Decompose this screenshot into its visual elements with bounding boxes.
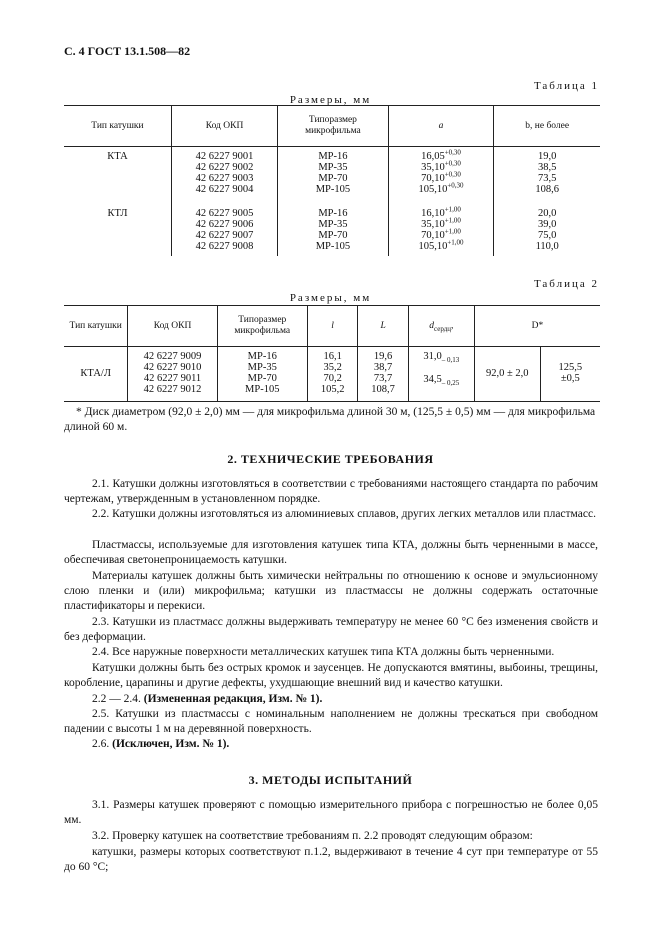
section2-title: 2. ТЕХНИЧЕСКИЕ ТРЕБОВАНИЯ: [227, 452, 434, 466]
table2-dims: Размеры, мм: [289, 292, 372, 304]
t2-d: $31,0_{- 0,13}$ $34,5_{- 0,25}$: [408, 347, 474, 402]
t2-header-d: $d_{сердц}$,: [408, 306, 474, 347]
t2-sizes: МР-16 МР-35 МР-70 МР-105: [217, 347, 307, 402]
section2-p2: 2.2. Катушки должны изготовляться из алюминиевых сплавов, других легких металлов или пластмасс.: [92, 508, 596, 520]
t1-header-code: Код ОКП: [171, 106, 277, 147]
section2-p5: 2.3. Катушки из пластмасс должны выдерживать температуру не менее 60 °С без изменения свойств и без деформации.: [64, 616, 598, 643]
t2-D2: 125,5 ±0,5: [540, 347, 600, 402]
t2-header-size: Типоразмер микрофильма: [217, 306, 307, 347]
section3-p1: 3.1. Размеры катушек проверяют с помощью измерительного прибора с погрешностью не более 0,05 мм.: [64, 799, 598, 826]
t2-header-L: L: [358, 306, 408, 347]
footnote: * Диск диаметром (92,0 ± 2,0) мм — для микрофильма длиной 30 м, (125,5 ± 0,5) мм — для микрофильма длиной 60 м.: [64, 406, 596, 433]
t1-codes-kta: 42 6227 9001 42 6227 9002 42 6227 9003 42 6227 9004: [171, 147, 277, 205]
section2-p9: 2.5. Катушки из пластмассы с номинальным наполнением не должны трескаться при свободном падении с высоты 1 м на деревянной поверхность.: [64, 708, 598, 735]
section3-p2: 3.2. Проверку катушек на соответствие требованиям п. 2.2 проводят следующим образом:: [92, 830, 533, 842]
t1-header-a: a: [388, 106, 494, 147]
t1-type-kta: КТА: [107, 151, 128, 162]
table1-dims: Размеры, мм: [289, 94, 372, 106]
t2-codes: 42 6227 9009 42 6227 9010 42 6227 9011 42 6227 9012: [128, 347, 217, 402]
t2-l: 16,1 35,2 70,2 105,2: [307, 347, 357, 402]
t1-type-ktl: КТЛ: [107, 208, 128, 219]
t1-header-type: Тип катушки: [64, 106, 171, 147]
section2-p3: Пластмассы, используемые для изготовления катушек типа КТА, должны быть черненными в массе, обеспечивая светонепроницаемость катушки.: [64, 539, 598, 566]
section2-p10: 2.6. (Исключен, Изм. № 1).: [92, 738, 230, 750]
t1-b-kta: 19,0 38,5 73,5 108,6: [494, 147, 600, 205]
section2-p4: Материалы катушек должны быть химически нейтральны по отношению к основе и эмульсионному слою пленки и (или) микрофильма; катушки из пластмассы не должны содержать остаточные пластификаторы и перекиси.: [64, 570, 598, 612]
table-row: [64, 147, 600, 205]
t2-header-l: l: [307, 306, 357, 347]
table1: [64, 105, 600, 256]
t2-header-type: Тип катушки: [64, 306, 128, 347]
section2-p1: 2.1. Катушки должны изготовляться в соответствии с требованиями настоящего стандарта по рабочим чертежам, утвержденным в установленном порядке.: [64, 478, 598, 505]
table-row: [64, 204, 600, 256]
t1-header-size: Типоразмер микрофильма: [278, 106, 389, 147]
t2-L: 19,6 38,7 73,7 108,7: [358, 347, 408, 402]
section2-p8: 2.2 — 2.4. (Измененная редакция, Изм. № 1).: [92, 693, 323, 705]
t1-codes-ktl: 42 6227 9005 42 6227 9006 42 6227 9007 42 6227 9008: [171, 204, 277, 256]
t1-sizes-kta: МР-16 МР-35 МР-70 МР-105: [278, 147, 389, 205]
t1-a-ktl: $16,10^{+1,00}$ $35,10^{+1,00}$ $70,10^{+1,00}$ $105,10^{+1,00}$: [388, 204, 494, 256]
section2-p7: Катушки должны быть без острых кромок и заусенцев. Не допускаются вмятины, выбоины, трещины, коробление, царапины и другие дефекты, ухудшающие внешний вид и качество катушки.: [64, 662, 598, 689]
table2-caption: Таблица 2: [533, 278, 599, 290]
t2-D1: 92,0 ± 2,0: [474, 347, 540, 402]
section3-p3: катушки, размеры которых соответствуют п.1.2, выдерживают в течение 4 сут при температуре от 55 до 60 °С;: [64, 846, 598, 873]
table2: [64, 305, 600, 402]
table1-caption: Таблица 1: [533, 80, 599, 92]
t1-b-ktl: 20,0 39,0 75,0 110,0: [494, 204, 600, 256]
section2-p6: 2.4. Все наружные поверхности металлических катушек типа КТА должны быть черненными.: [92, 646, 555, 658]
t1-a-kta: $16,05^{+0,30}$ $35,10^{+0,30}$ $70,10^{+0,30}$ $105,10^{+0,30}$: [388, 147, 494, 205]
t2-header-D: D*: [474, 306, 600, 347]
t1-header-b: b, не более: [494, 106, 600, 147]
t2-header-code: Код ОКП: [128, 306, 217, 347]
page-header: С. 4 ГОСТ 13.1.508—82: [64, 44, 191, 58]
t1-sizes-ktl: МР-16 МР-35 МР-70 МР-105: [278, 204, 389, 256]
t2-type: КТА/Л: [64, 347, 128, 402]
section3-title: 3. МЕТОДЫ ИСПЫТАНИЙ: [248, 773, 413, 787]
table-row: [64, 347, 600, 402]
